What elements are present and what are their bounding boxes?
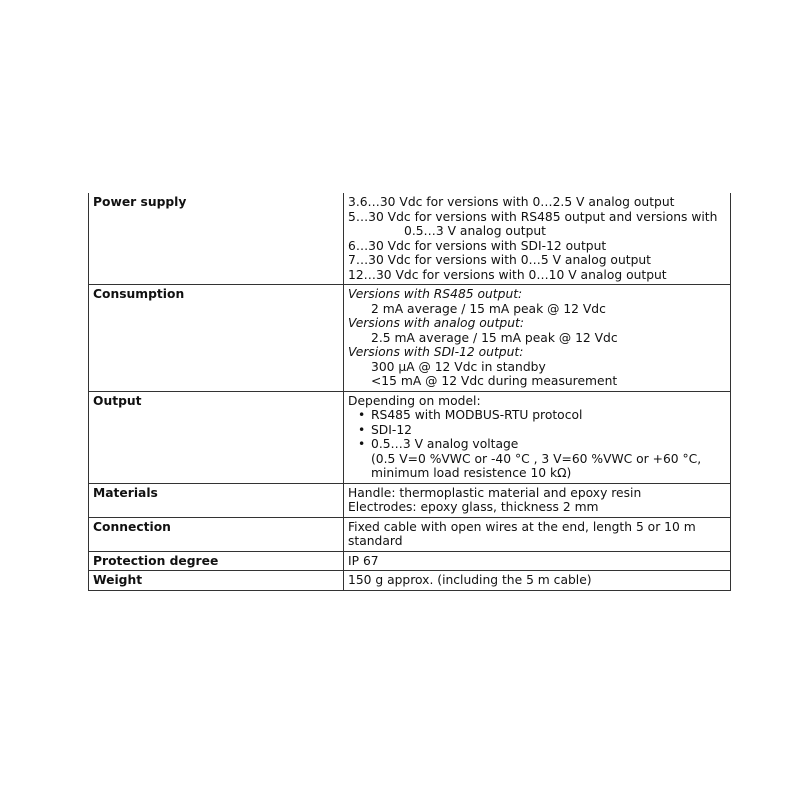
protection-degree-label: Protection degree [89, 551, 344, 571]
power-supply-line: 3.6…30 Vdc for versions with 0…2.5 V analog output [348, 195, 675, 209]
power-supply-value [344, 193, 731, 285]
output-bullet: • 0.5…3 V analog voltage [348, 437, 726, 452]
consumption-heading: Versions with SDI-12 output: [348, 345, 524, 359]
materials-line: Electrodes: epoxy glass, thickness 2 mm [348, 500, 599, 514]
protection-degree-value: IP 67 [344, 551, 731, 571]
output-value [344, 391, 731, 483]
consumption-line: 300 µA @ 12 Vdc in standby [371, 359, 546, 374]
power-supply-line: 7…30 Vdc for versions with 0…5 V analog output [348, 253, 651, 267]
consumption-line: 2.5 mA average / 15 mA peak @ 12 Vdc [371, 330, 618, 345]
connection-line: standard [348, 534, 403, 548]
connection-line: Fixed cable with open wires at the end, length 5 or 10 m [348, 519, 696, 534]
materials-value [344, 483, 731, 517]
table-row [89, 551, 731, 571]
output-bullet: • SDI-12 [348, 423, 726, 438]
table-row [89, 571, 731, 591]
power-supply-line: 0.5…3 V analog output [404, 224, 546, 238]
output-label: Output [89, 391, 344, 483]
table-row [89, 517, 731, 551]
materials-label: Materials [89, 483, 344, 517]
table-row [89, 483, 731, 517]
output-intro: Depending on model: [348, 393, 481, 408]
output-note: minimum load resistence 10 kΩ) [371, 466, 572, 480]
table-row [89, 391, 731, 483]
consumption-label: Consumption [89, 285, 344, 392]
output-note: (0.5 V=0 %VWC or -40 °C , 3 V=60 %VWC or +60 °C, [371, 451, 702, 466]
connection-label: Connection [89, 517, 344, 551]
power-supply-line: 5…30 Vdc for versions with RS485 output and versions with [348, 209, 718, 224]
connection-value [344, 517, 731, 551]
consumption-heading: Versions with RS485 output: [348, 287, 523, 301]
power-supply-line: 6…30 Vdc for versions with SDI-12 output [348, 238, 607, 253]
weight-label: Weight [89, 571, 344, 591]
table-row [89, 193, 731, 285]
materials-line: Handle: thermoplastic material and epoxy resin [348, 485, 642, 500]
spec-table [88, 193, 731, 591]
power-supply-line: 12…30 Vdc for versions with 0…10 V analog output [348, 267, 667, 282]
consumption-value [344, 285, 731, 392]
output-bullet: • RS485 with MODBUS-RTU protocol [348, 408, 726, 423]
table-row [89, 285, 731, 392]
consumption-heading: Versions with analog output: [348, 316, 524, 330]
weight-value: 150 g approx. (including the 5 m cable) [344, 571, 731, 591]
consumption-line: <15 mA @ 12 Vdc during measurement [371, 374, 618, 388]
consumption-line: 2 mA average / 15 mA peak @ 12 Vdc [371, 301, 606, 316]
power-supply-label: Power supply [89, 193, 344, 285]
